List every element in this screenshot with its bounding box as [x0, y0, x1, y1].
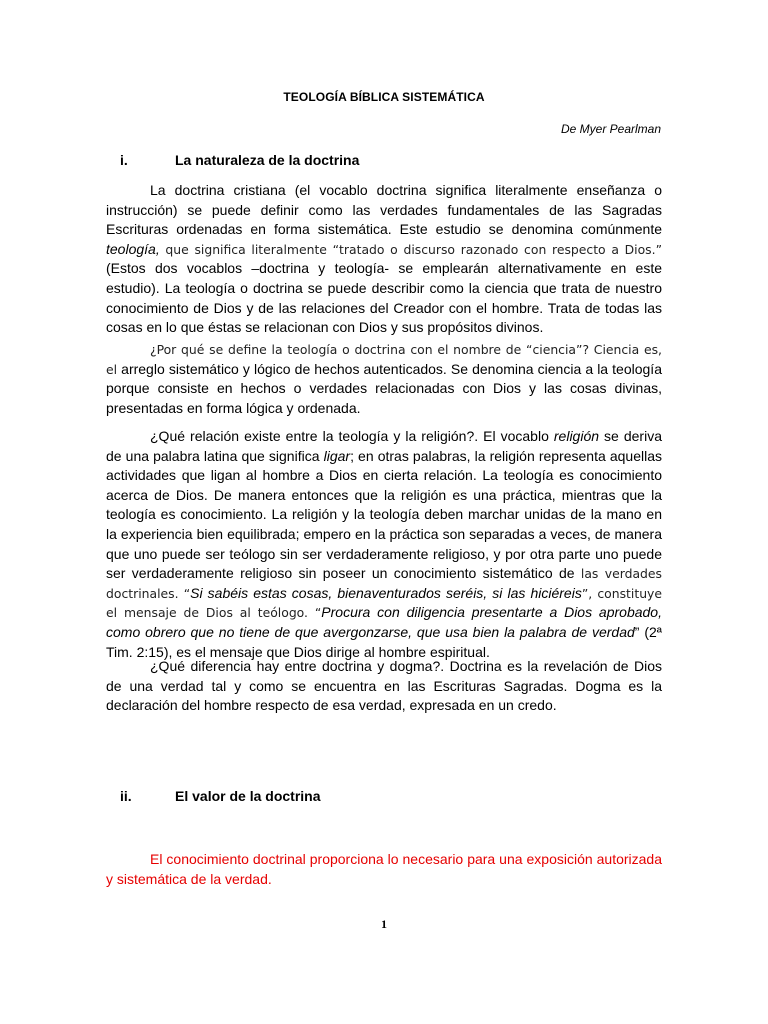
document-author: De Myer Pearlman [560, 122, 661, 136]
section-number: ii. [120, 788, 132, 804]
document-title: TEOLOGÍA BÍBLICA SISTEMÁTICA [283, 90, 485, 104]
paragraph-3: ¿Qué relación existe entre la teología y la religión?. El vocablo religión se deriva de una palabra latina que significa ligar; en otras palabras, la religión representa aquellas actividades que ligan al hombre a Dios en cierta relación. La teología es conocimiento acerca de Dios. De manera entonces que la religión es una práctica, mientras que la teología es conocimiento. La religión y la teología deben marchar unidas de la mano en la experiencia bien equilibrada; empero en la práctica son separadas a veces, de manera que uno puede ser teólogo sin ser verdaderamente religioso, y por otra parte uno puede ser verdaderamente religioso sin poseer un conocimiento sistemático de las verdades doctrinales. “Si sabéis estas cosas, bienaventurados seréis, si las hiciéreis”, constituye el mensaje de Dios al teólogo. “Procura con diligencia presentarte a Dios aprobado, como obrero que no tiene de que avergonzarse, que usa bien la palabra de verdad” (2ª Tim. 2:15), es el mensaje que Dios dirige al hombre espiritual. [106, 428, 662, 660]
section-heading-2 [120, 788, 321, 804]
paragraph-2: ¿Por qué se define la teología o doctrina con el nombre de “ciencia”? Ciencia es, el arreglo sistemático y lógico de hechos autenticados. Se denomina ciencia a la teología porque consiste en hechos o verdades relacionadas con Dios y las cosas divinas, presentadas en forma lógica y ordenada. [106, 342, 662, 416]
paragraph-1: La doctrina cristiana (el vocablo doctrina significa literalmente enseñanza o instrucción) se puede definir como las verdades fundamentales de las Sagradas Escrituras ordenadas en forma sistemática. Este estudio se denomina comúnmente teología, que significa literalmente “tratado o discurso razonado con respecto a Dios.” (Estos dos vocablos –doctrina y teología- se emplearán alternativamente en este estudio). La teología o doctrina se puede describir como la ciencia que trata de nuestro conocimiento de Dios y de las relaciones del Creador con el hombre. Trata de todas las cosas en lo que éstas se relacionan con Dios y sus propósitos divinos. [106, 182, 662, 336]
section-title: La naturaleza de la doctrina [175, 152, 360, 168]
section-title: El valor de la doctrina [175, 788, 321, 804]
paragraph-5-highlighted: El conocimiento doctrinal proporciona lo necesario para una exposición autorizada y sistemática de la verdad. [106, 851, 662, 887]
section-heading-1 [120, 152, 359, 168]
section-number: i. [120, 152, 128, 168]
page-number: 1 [381, 917, 387, 931]
paragraph-4: ¿Qué diferencia hay entre doctrina y dogma?. Doctrina es la revelación de Dios de una verdad tal y como se encuentra en las Escrituras Sagradas. Dogma es la declaración del hombre respecto de esa verdad, expresada en un credo. [106, 658, 662, 714]
